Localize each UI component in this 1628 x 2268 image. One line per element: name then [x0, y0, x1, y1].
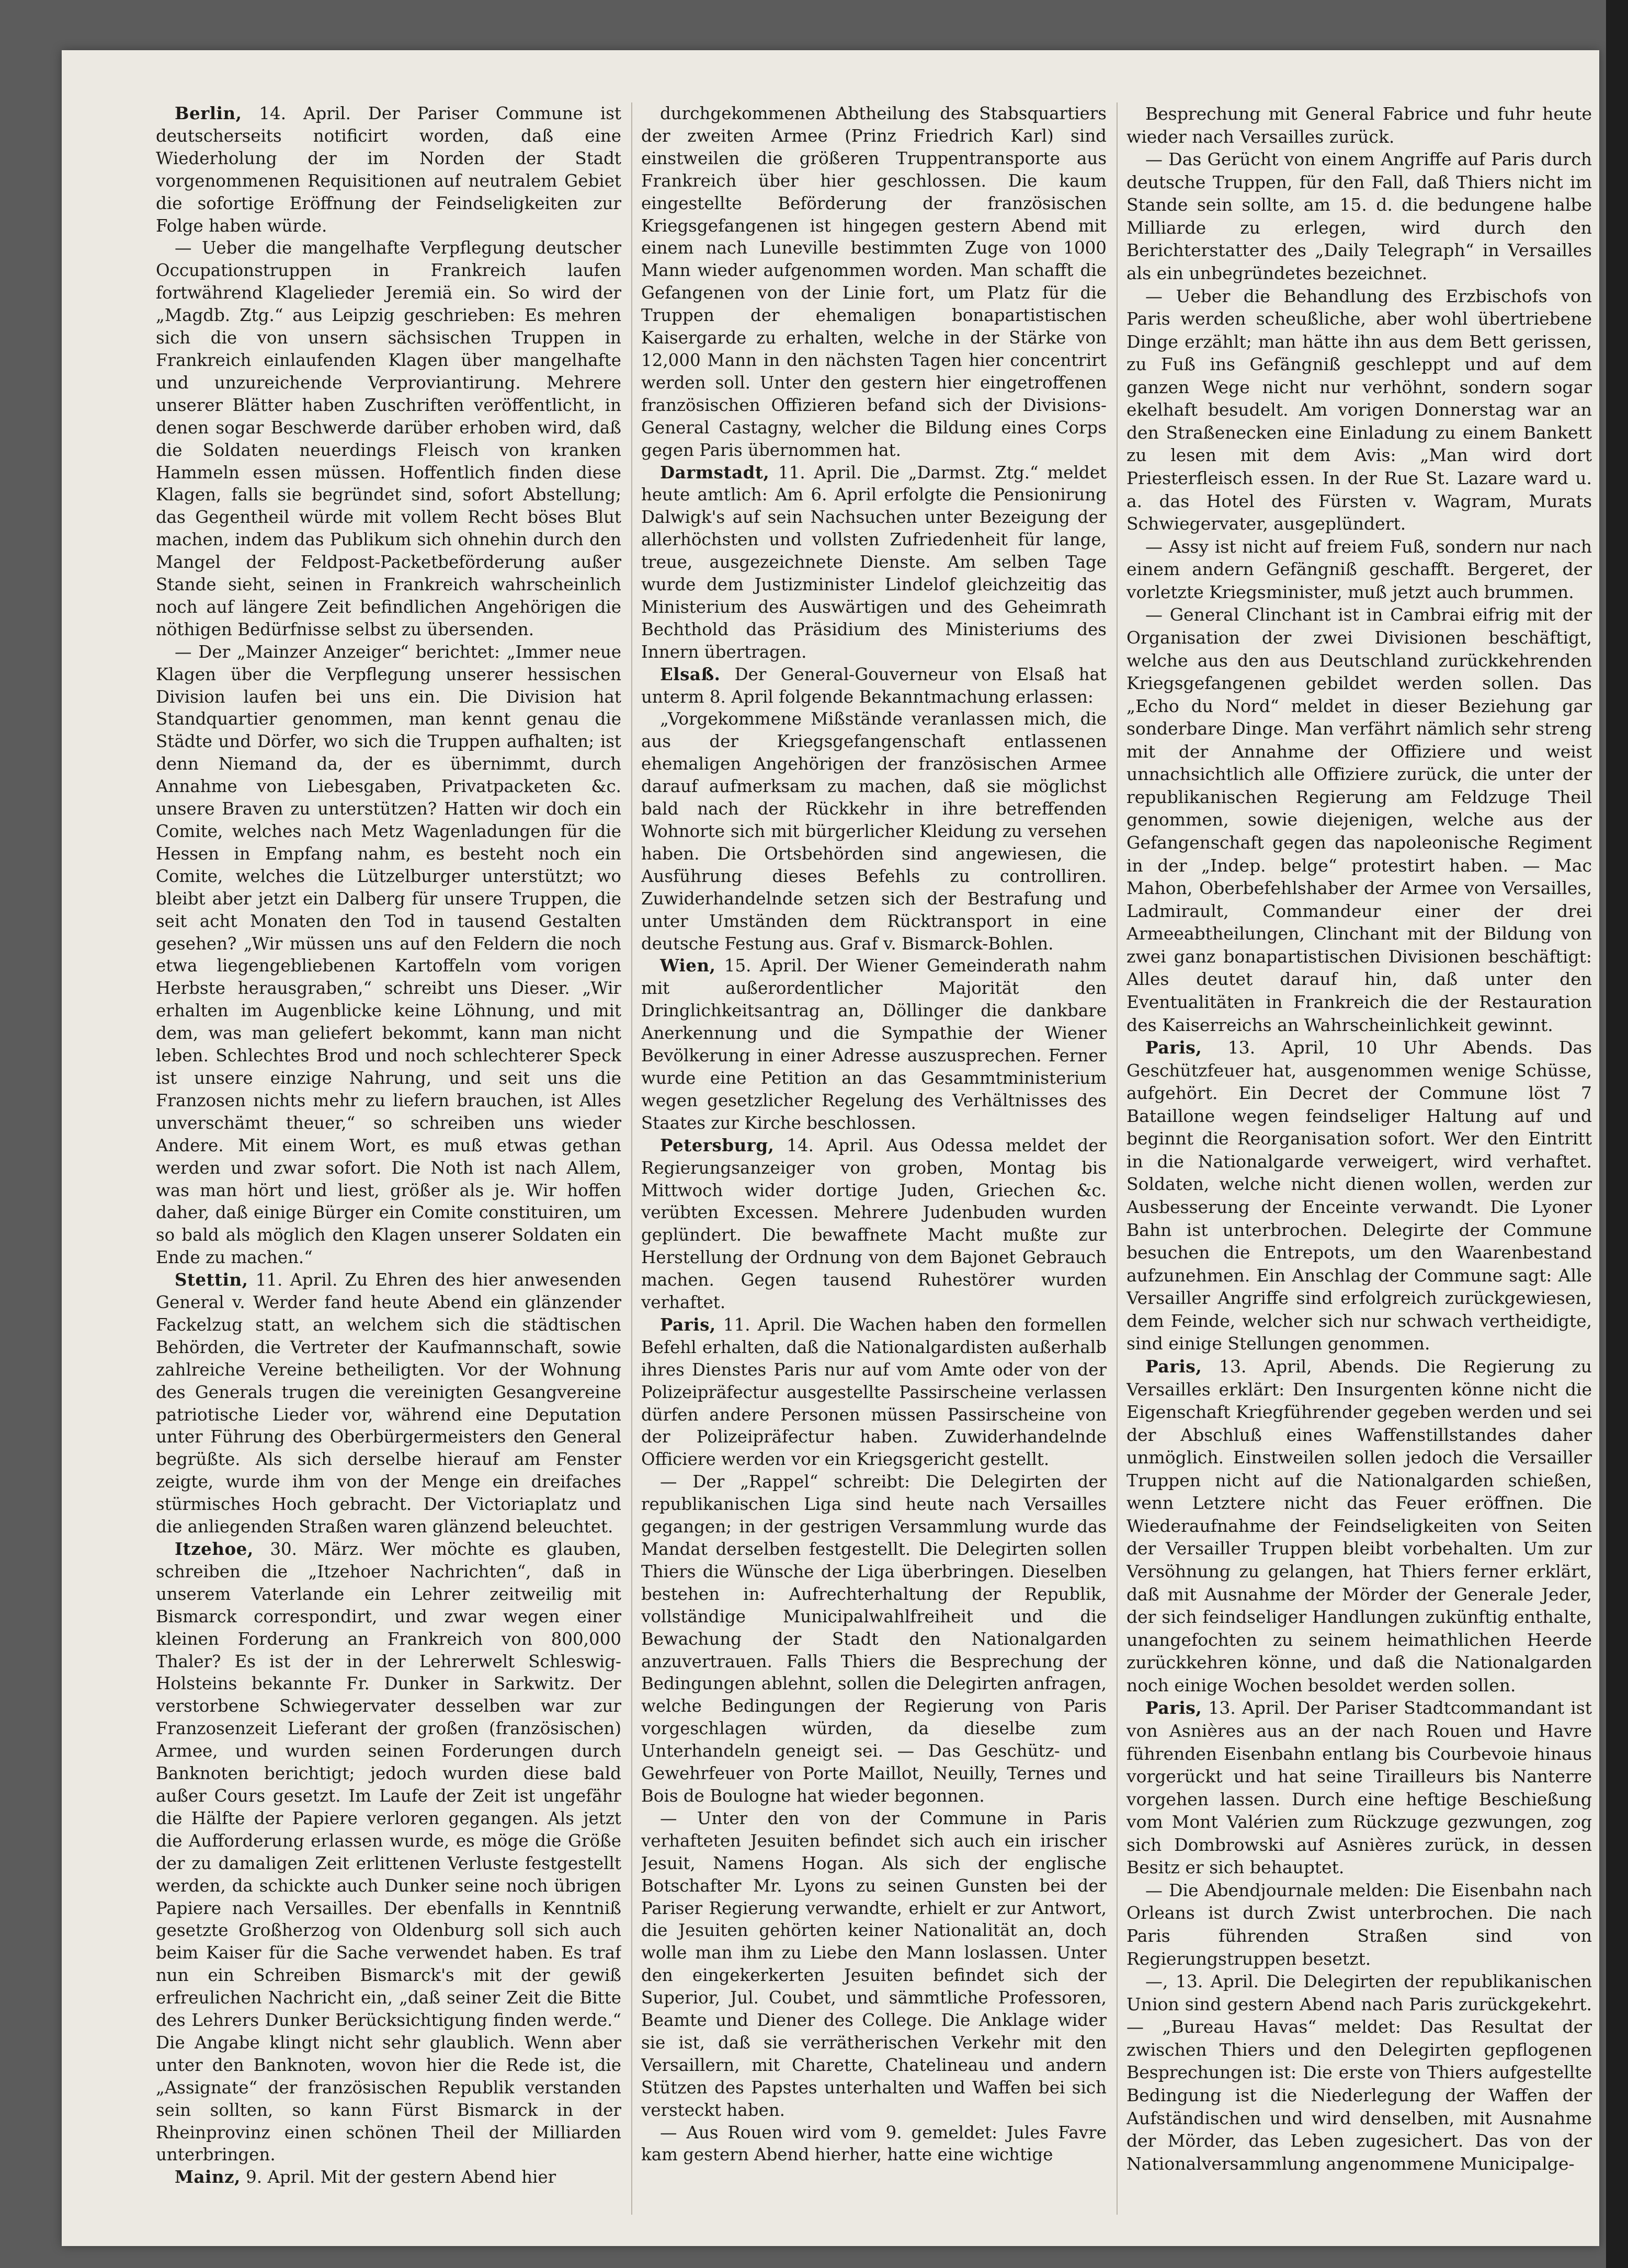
article-text: — Der „Mainzer Anzeiger“ berichtet: „Immer neue Klagen über die Verpflegung unserer hessischen Division laufen bei uns ein. Die Division hat Standquartier genommen, man kennt genau die Städte und Dörfer, wo sich die Truppen aufhalten; ist denn Niemand da, der es übernimmt, durch Annahme von Liebesgaben, Privatpacketen &c. unsere Braven zu unterstützen? Hatten wir doch ein Comite, welches nach Metz Wagenladungen für die Hessen in Empfang nahm, es besteht noch ein Comite, welches die Lützelburger unterstützt; wo bleibt aber jetzt ein Dalberg für unsere Truppen, die seit acht Monaten den Tod in tausend Gestalten gesehen? „Wir müssen uns auf den Feldern die noch etwa liegengebliebenen Kartoffeln vom vorigen Herbste herausgraben,“ schreibt uns Dieser. „Wir erhalten im Augenblicke keine Löhnung, und mit dem, was man geliefert bekommt, kann man nicht leben. Schlechtes Brod und noch schlechterer Speck ist unsere einzige Nahrung, und seit uns die Franzosen nichts mehr zu liefern brauchen, ist Alles unverschämt theuer,“ so schreiben uns wieder Andere. Mit einem Wort, es muß etwas gethan werden und zwar sofort. Die Noth ist nach Allem, was man hört und liest, größer als je. Wir hoffen daher, daß einige Bürger ein Comite constituiren, um so bald als möglich den Klagen unserer Soldaten ein Ende zu machen.“	[156, 642, 621, 1268]
article-text: 13. April. Der Pariser Stadtcommandant ist von Asnières aus an der nach Rouen und Havre führenden Eisenbahn entlang bis Courbevoie hinaus vorgerückt und hat seine Tirailleurs bis Nanterre vorgehen lassen. Durch eine heftige Beschießung vom Mont Valérien zum Rückzuge gezwungen, zog sich Dombrowski auf Asnières zurück, in dessen Besitz er sich behauptet.	[1126, 1698, 1592, 1878]
article-text: „Vorgekommene Mißstände veranlassen mich, die aus der Kriegsgefangenschaft entlassenen ehemaligen Angehörigen der französischen Armee darauf aufmerksam zu machen, daß sie möglichst bald nach der Rückkehr in ihre betreffenden Wohnorte sich mit bürgerlicher Kleidung zu versehen haben. Die Ortsbehörden sind angewiesen, die Ausführung dieses Befehls zu controlliren. Zuwiderhandelnde setzen sich der Bestrafung und unter Umständen dem Rücktransport in eine deutsche Festung aus. Graf v. Bismarck-Bohlen.	[641, 709, 1107, 954]
scan-edge	[1606, 0, 1628, 2268]
column-2	[641, 102, 1107, 2215]
column-1	[156, 102, 621, 2215]
article-text: —, 13. April. Die Delegirten der republikanischen Union sind gestern Abend nach Paris zurückgekehrt. — „Bureau Havas“ meldet: Das Resultat der zwischen Thiers und den Delegirten gepflogenen Besprechungen ist: Die erste von Thiers aufgestellte Bedingung ist die Niederlegung der Waffen der Aufständischen und wird denselben, mit Ausnahme der Mörder, das Leben zugesichert. Das von der Nationalversammlung angenommene Municipalge-	[1126, 1971, 1592, 2174]
article-paragraph	[1126, 1036, 1592, 1355]
article-text: — Der „Rappel“ schreibt: Die Delegirten der republikanischen Liga sind heute nach Versailles gegangen; in der gestrigen Versammlung wurde das Mandat derselben festgestellt. Die Delegirten sollen Thiers die Wünsche der Liga überbringen. Dieselben bestehen in: Aufrechterhaltung der Republik, vollständige Municipalwahlfreiheit und die Bewachung der Stadt den Nationalgarden anzuvertrauen. Falls Thiers die Besprechung der Bedingungen ablehnt, sollen die Delegirten anfragen, welche Bedingungen der Regierung von Paris vorgeschlagen würden, da dieselbe zum Unterhandeln geneigt sei. — Das Geschütz- und Gewehrfeuer von Porte Maillot, Neuilly, Ternes und Bois de Boulogne hat wieder begonnen.	[641, 1472, 1107, 1806]
article-text: 15. April. Der Wiener Gemeinderath nahm mit außerordentlicher Majorität den Dringlichkeitsantrag an, Döllinger die dankbare Anerkennung und die Sympathie der Wiener Bevölkerung in einer Adresse auszusprechen. Ferner wurde eine Petition an das Gesammtministerium wegen gesetzlicher Regelung des Verhältnisses des Staates zur Kirche beschlossen.	[641, 956, 1107, 1133]
article-paragraph	[156, 237, 621, 640]
article-paragraph	[156, 1538, 621, 2166]
dateline: Wien,	[660, 955, 716, 976]
newspaper-page	[62, 50, 1599, 2246]
article-paragraph	[641, 102, 1107, 462]
article-paragraph	[1126, 102, 1592, 148]
article-paragraph	[641, 2122, 1107, 2167]
column-rule	[631, 102, 632, 2215]
article-text: — Das Gerücht von einem Angriffe auf Paris durch deutsche Truppen, für den Fall, daß Thiers nicht im Stande sein sollte, am 15. d. die bedungene halbe Milliarde zu erlegen, wird durch den Berichterstatter des „Daily Telegraph“ in Versailles als ein unbegründetes bezeichnet.	[1126, 149, 1592, 283]
article-paragraph	[1126, 148, 1592, 284]
article-text: — Ueber die Behandlung des Erzbischofs von Paris werden scheußliche, aber wohl übertriebene Dinge erzählt; man hätte ihn aus dem Bett gerissen, zu Fuß ins Gefängniß geschleppt und auf dem ganzen Wege nicht nur verhöhnt, sondern sogar ekelhaft besudelt. Am vorigen Donnerstag war an den Straßenecken eine Einladung zu einem Bankett zu lesen mit dem Avis: „Man wird dort Priesterfleisch essen. In der Rue St. Lazare ward u. a. das Hotel des Fürsten v. Wagram, Murats Schwiegervater, ausgeplündert.	[1126, 285, 1592, 534]
article-paragraph	[156, 102, 621, 237]
article-text: 13. April, 10 Uhr Abends. Das Geschützfeuer hat, ausgenommen wenige Schüsse, aufgehört. Ein Decret der Commune löst 7 Bataillone wegen feindseliger Haltung auf und beginnt die Reorganisation sofort. Wer den Eintritt in die Nationalgarde verweigert, wird verhaftet. Soldaten, welche nicht dienen wollen, werden zur Ausbesserung der Enceinte verwandt. Die Lyoner Bahn ist unterbrochen. Delegirte der Commune besuchen die Entrepots, um den Waarenbestand aufzunehmen. Ein Anschlag der Commune sagt: Alle Versailler Angriffe sind erfolgreich zurückgewiesen, dem Feinde, welcher sich nur schwach vertheidigte, sind einige Stellungen genommen.	[1126, 1037, 1592, 1354]
article-paragraph	[156, 2166, 621, 2189]
article-text: — Die Abendjournale melden: Die Eisenbahn nach Orleans ist durch Zwist unterbrochen. Die nach Paris führenden Straßen sind von Regierungstruppen besetzt.	[1126, 1880, 1592, 1969]
article-paragraph	[641, 663, 1107, 708]
dateline: Paris,	[1145, 1356, 1202, 1377]
article-paragraph	[1126, 535, 1592, 604]
dateline: Elsaß.	[660, 663, 721, 684]
article-paragraph	[156, 1269, 621, 1538]
article-paragraph	[641, 462, 1107, 663]
article-text: 30. März. Wer möchte es glauben, schreiben die „Itzehoer Nachrichten“, daß in unserem Vaterlande ein Lehrer zeitweilig mit Bismarck correspondirt, und zwar wegen einer kleinen Forderung an Frankreich von 800,000 Thaler? Es ist der in der Lehrerwelt Schleswig-Holsteins bekannte Fr. Dunker in Sarkwitz. Der verstorbene Schwiegervater desselben war zur Franzosenzeit Lieferant der großen (französischen) Armee, und wurden seinen Forderungen durch Banknoten berichtigt; jedoch wurden diese bald außer Cours gesetzt. Im Laufe der Zeit ist ungefähr die Hälfte der Papiere verloren gegangen. Als jetzt die Aufforderung erlassen wurde, es möge die Größe der zu damaligen Zeit erlittenen Verluste festgestellt werden, da schickte auch Dunker seine noch übrigen Papiere nach Versailles. Der ebenfalls in Kenntniß gesetzte Großherzog von Oldenburg soll sich auch beim Kaiser für die Sache verwendet haben. Es traf nun ein Schreiben Bismarck's mit der gewiß erfreulichen Nachricht ein, „daß seiner Zeit die Bitte des Lehrers Dunker Berücksichtigung finden werde.“ Die Angabe klingt nicht sehr glaublich. Wenn aber unter den Banknoten, wovon hier die Rede ist, die „Assignate“ der französischen Republik verstanden sein sollten, so kann Fürst Bismarck in der Rheinprovinz einen schönen Theil der Milliarden unterbringen.	[156, 1539, 621, 2165]
article-text: 11. April. Die Wachen haben den formellen Befehl erhalten, daß die Nationalgardisten außerhalb ihres Dienstes Paris nur auf vom Amte oder von der Polizeipräfectur ausgestellte Passirscheine verlassen dürfen andere Personen müssen Passirscheine von der Polizeipräfectur haben. Zuwiderhandelnde Officiere werden vor ein Kriegsgericht gestellt.	[641, 1314, 1107, 1470]
article-paragraph	[641, 1314, 1107, 1471]
article-paragraph	[641, 708, 1107, 955]
dateline: Darmstadt,	[660, 462, 770, 483]
column-3	[1126, 102, 1592, 2215]
article-paragraph	[641, 1471, 1107, 1807]
article-paragraph	[641, 955, 1107, 1134]
dateline: Itzehoe,	[175, 1539, 254, 1559]
article-text: 14. April. Der Pariser Commune ist deutscherseits notificirt worden, daß eine Wiederholung der im Norden der Stadt vorgenommenen Requisitionen auf neutralem Gebiet die sofortige Eröffnung der Feindseligkeiten zur Folge haben würde.	[156, 104, 621, 236]
dateline: Stettin,	[175, 1269, 248, 1290]
article-text: 9. April. Mit der gestern Abend hier	[240, 2167, 556, 2187]
article-text: Der General-Gouverneur von Elsaß hat unterm 8. April folgende Bekanntmachung erlassen:	[641, 664, 1107, 707]
article-paragraph	[1126, 603, 1592, 1036]
article-text: durchgekommenen Abtheilung des Stabsquartiers der zweiten Armee (Prinz Friedrich Karl) sind einstweilen die größeren Truppentransporte aus Frankreich über hier geschlossen. Die kaum eingestellte Beförderung der französischen Kriegsgefangenen ist hingegen gestern Abend mit einem nach Luneville bestimmten Zuge von 1000 Mann wieder aufgenommen worden. Man schafft die Gefangenen von der Linie fort, um Platz für die Truppen der ehemaligen bonapartistischen Kaisergarde zu erhalten, welche in der Stärke von 12,000 Mann in den nächsten Tagen hier concentrirt werden soll. Unter den gestern hier eingetroffenen französischen Offizieren befand sich der Divisions-General Castagny, welcher die Bildung eines Corps gegen Paris übernommen hat.	[641, 104, 1107, 460]
article-text: 11. April. Zu Ehren des hier anwesenden General v. Werder fand heute Abend ein glänzender Fackelzug statt, an welchem sich die städtischen Behörden, die Vertreter der Kaufmannschaft, sowie zahlreiche Vereine betheiligten. Vor der Wohnung des Generals trugen die vereinigten Gesangvereine patriotische Lieder vor, während eine Deputation unter Führung des Oberbürgermeisters den General begrüßte. Als sich derselbe hierauf am Fenster zeigte, wurde ihm von der Menge ein dreifaches stürmisches Hoch gebracht. Der Victoriaplatz und die anliegenden Straßen waren glänzend beleuchtet.	[156, 1270, 621, 1537]
article-text: — Assy ist nicht auf freiem Fuß, sondern nur nach einem andern Gefängniß geschafft. Bergeret, der vorletzte Kriegsminister, muß jetzt auch brummen.	[1126, 536, 1592, 602]
article-paragraph	[641, 1135, 1107, 1314]
article-text: 13. April, Abends. Die Regierung zu Versailles erklärt: Den Insurgenten könne nicht die Eigenschaft Kriegführender gegeben werden und sei der Abschluß eines Waffenstillstandes daher unmöglich. Einstweilen sollen jedoch die Versailler Truppen nicht auf die Nationalgarden schießen, wenn Letztere nicht das Feuer eröffnen. Die Wiederaufnahme der Feindseligkeiten von Seiten der Versailler Truppen bleibt vorbehalten. Um zur Versöhnung zu gelangen, hat Thiers ferner erklärt, daß mit Ausnahme der Mörder der Generale Jeder, der sich feindseliger Handlungen zukünftig enthalte, unangefochten zu seinem heimathlichen Heerde zurückkehren könne, und daß die Nationalgarden noch einige Wochen besoldet werden sollen.	[1126, 1356, 1592, 1696]
article-text: — General Clinchant ist in Cambrai eifrig mit der Organisation der zwei Divisionen beschäftigt, welche aus den aus Deutschland zurückkehrenden Kriegsgefangenen gebildet werden sollen. Das „Echo du Nord“ meldet in dieser Beziehung gar sonderbare Dinge. Man verfährt nämlich sehr streng mit der Annahme der Offiziere und weist unnachsichtlich alle Offiziere zurück, die unter der republikanischen Regierung am Feldzuge Theil genommen, sowie diejenigen, welche aus der Gefangenschaft gegen das napoleonische Regiment in der „Indep. belge“ protestirt haben. — Mac Mahon, Oberbefehlshaber der Armee von Versailles, Ladmirault, Commandeur einer der drei Armeeabtheilungen, Clinchant mit der Bildung von zwei ganz bonapartistischen Divisionen beschäftigt: Alles deutet darauf hin, daß unter den Eventualitäten in Frankreich die der Restauration des Kaiserreichs an Wahrscheinlichkeit gewinnt.	[1126, 604, 1592, 1035]
dateline: Mainz,	[175, 2167, 241, 2187]
article-paragraph	[641, 1807, 1107, 2122]
article-text: Besprechung mit General Fabrice und fuhr heute wieder nach Versailles zurück.	[1126, 104, 1592, 147]
column-rule	[1117, 102, 1118, 2215]
article-paragraph	[156, 641, 621, 1269]
dateline: Paris,	[1145, 1037, 1202, 1058]
article-paragraph	[1126, 285, 1592, 535]
article-text: — Aus Rouen wird vom 9. gemeldet: Jules Favre kam gestern Abend hierher, hatte eine wichtige	[641, 2122, 1107, 2165]
article-text: — Unter den von der Commune in Paris verhafteten Jesuiten befindet sich auch ein irischer Jesuit, Namens Hogan. Als sich der englische Botschafter Mr. Lyons zu seinen Gunsten bei der Pariser Regierung verwandte, erhielt er zur Antwort, die Jesuiten gehörten keiner Nationalität an, doch wolle man ihm zu Liebe den Mann loslassen. Unter den eingekerkerten Jesuiten befindet sich der Superior, Jul. Coubet, und sämmtliche Professoren, Beamte und Diener des College. Die Anklage wider sie ist, daß sie verrätherischen Verkehr mit den Versaillern, mit Charette, Chatelineau und andern Stützen des Papstes unterhalten und Waffen bei sich versteckt haben.	[641, 1808, 1107, 2120]
article-paragraph	[1126, 1970, 1592, 2175]
dateline: Paris,	[660, 1314, 716, 1335]
article-text: 11. April. Die „Darmst. Ztg.“ meldet heute amtlich: Am 6. April erfolgte die Pensionirung Dalwigk's auf sein Nachsuchen unter Bezeigung der allerhöchsten und vollsten Zufriedenheit für lange, treue, ausgezeichnete Dienste. Am selben Tage wurde dem Justizminister Lindelof gleichzeitig das Ministerium des Auswärtigen und des Geheimrath Bechthold das Präsidium des Ministeriums des Innern übertragen.	[641, 462, 1107, 662]
dateline: Petersburg,	[660, 1135, 775, 1155]
article-paragraph	[1126, 1879, 1592, 1970]
article-text: 14. April. Aus Odessa meldet der Regierungsanzeiger von groben, Montag bis Mittwoch wider dortige Juden, Griechen &c. verübten Excessen. Mehrere Judenbuden wurden geplündert. Die bewaffnete Macht mußte zur Herstellung der Ordnung von dem Bajonet Gebrauch machen. Gegen tausend Ruhestörer wurden verhaftet.	[641, 1135, 1107, 1313]
article-text: — Ueber die mangelhafte Verpflegung deutscher Occupationstruppen in Frankreich laufen fortwährend Klagelieder Jeremiä ein. So wird der „Magdb. Ztg.“ aus Leipzig geschrieben: Es mehren sich die von unsern sächsischen Truppen in Frankreich einlaufenden Klagen über mangelhafte und unzureichende Verproviantirung. Mehrere unserer Blätter haben Zuschriften veröffentlicht, in denen sogar Beschwerde darüber erhoben wird, daß die Soldaten neuerdings Fleisch von kranken Hammeln essen müssen. Hoffentlich finden diese Klagen, falls sie begründet sind, sofort Abstellung; das Gegentheil würde mit vollem Recht böses Blut machen, indem das Publikum sich ohnehin durch den Mangel der Feldpost-Packetbeförderung außer Stande sieht, seinen in Frankreich wahrscheinlich noch auf längere Zeit befindlichen Angehörigen die nöthigen Bedürfnisse selbst zu übersenden.	[156, 238, 621, 639]
article-paragraph	[1126, 1355, 1592, 1697]
article-paragraph	[1126, 1697, 1592, 1879]
dateline: Berlin,	[175, 103, 242, 123]
dateline: Paris,	[1145, 1698, 1202, 1719]
